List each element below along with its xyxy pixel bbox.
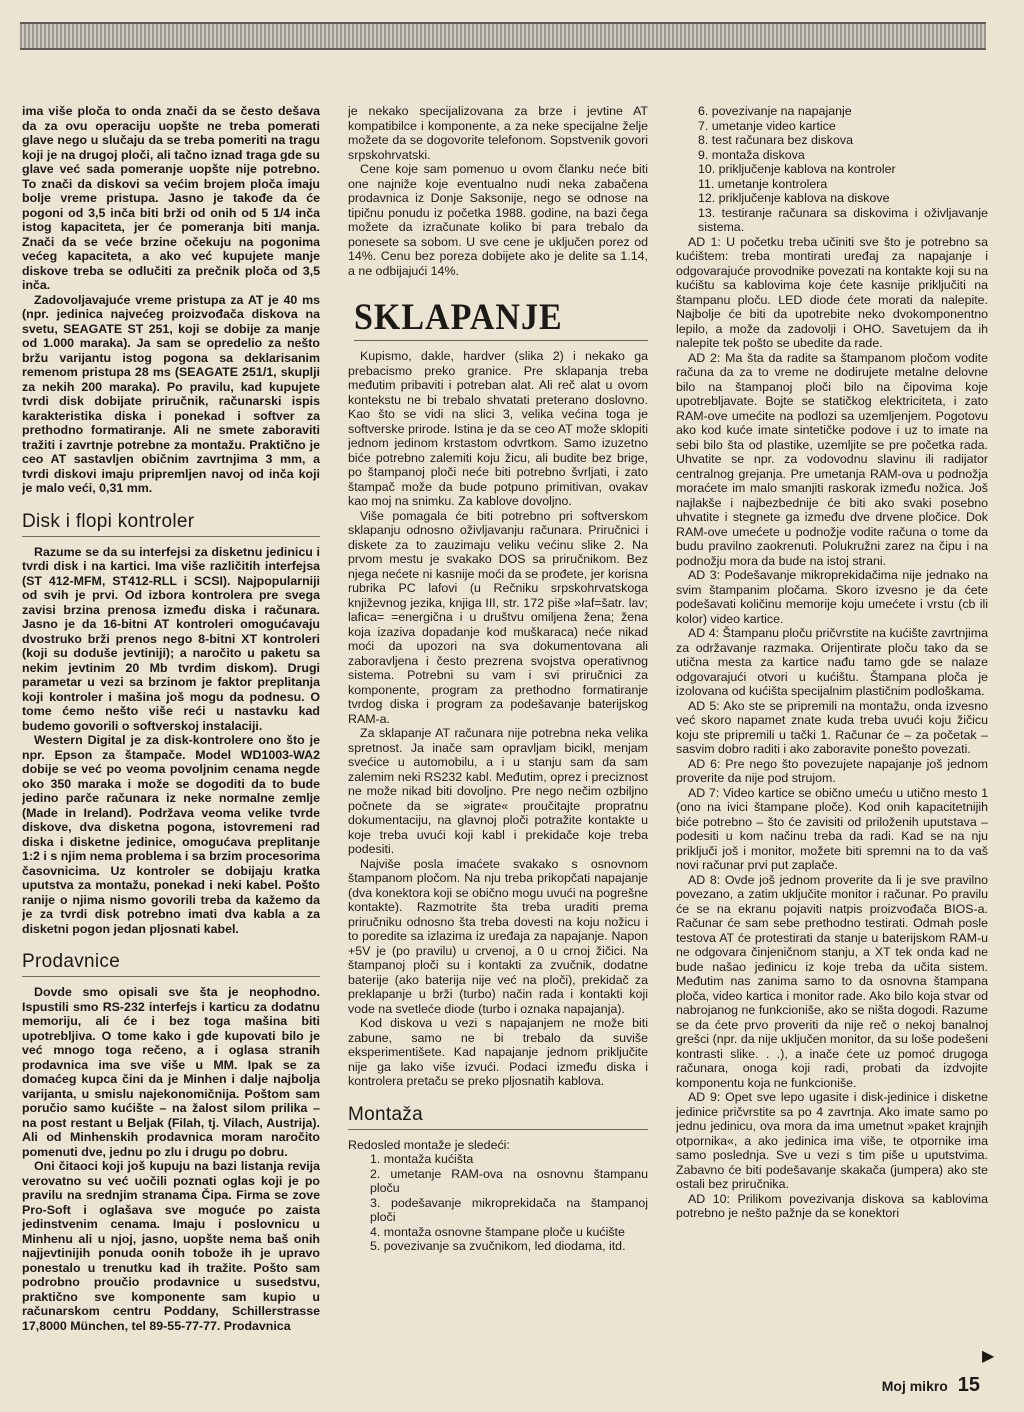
list-intro: Redosled montaže je sledeći: [348,1137,510,1152]
paragraph: AD 7: Video kartice se obično umeću u utično mesto 1 (ono na ivici štampane ploče). Kod onih kapacitetnijih biće potrebno – što će zavisiti od priloženih uputstava – podesiti u kom načinu treba da radi. Kad se na nju priključi još i monitor, možete biti spremni na to da vaš novi računar prvi put zaplače. [676,785,988,872]
paragraph: Kod diskova u vezi s napajanjem ne može biti zabune, samo ne bi trebalo da suviše eksperimentišete. Kad napajanje jednom priključite nije ga lako više izvući. Podaci između diska i kontrolera pretaču se preko pljosnatih kablova. [348,1016,648,1088]
top-decorative-rule [20,22,986,50]
list-item: 1. montaža kućišta [370,1152,474,1166]
column-3 [676,104,988,1364]
paragraph: Cene koje sam pomenuo u ovom članku neće biti one najniže koje eventualno nudi neka zabačena prodavnica iz Donje Saksonije, nego se odnose na tipičnu ponudu iz početka 1988. godine, na bazi čega možete da izračunate koliko bi para trebalo da ponesete sa sobom. U sve cene je uključen porez od 14%. Cenu bez poreza dobijete ako je delite sa 1.14, a ne odbijajući 14%. [348,162,648,278]
page-number: 15 [957,1374,980,1396]
paragraph: AD 3: Podešavanje mikroprekidačima nije jednako na svim štampanim pločama. Skoro izvesno je da ćete podešavati količinu memorije koju umećete i vrstu (cb ili kolor) video kartice. [676,568,988,626]
section-heading-montaza: Montaža [348,1103,648,1130]
list-item: 4. montaža osnovne štampane ploče u kućište [370,1224,625,1239]
paragraph: je nekako specijalizovana za brze i jevtine AT kompatibilce i komponente, a za neke specijalne želje možete da se dogovorite telefonom. Sopstvenik govori srpskohrvatski. [348,104,648,162]
paragraph: Najviše posla imaćete svakako s osnovnom štampanom pločom. Na nju treba prikopčati napajanje (dva konektora koji se obično mogu uvući na pogrešne kontakte). Razmotrite šta treba uraditi prema priručniku odnosno šta treba dovesti na koju nožicu i to poredite sa izlazima iz uređaja za napajanje. Napon +5V je (po pravilu) u crvenoj, a 0 u crnoj žičici. Na štampanoj ploči su i kontakti za zvučnik, dodatne baterije (ako baterija nije već na ploči), prekidač za preklapanje u brži (turbo) način rada i kontakti koji vode na svetleće diode (turbo i oznaka napajanja). [348,856,648,1016]
assembly-list [348,1138,648,1254]
list-item: 10. priključenje kablova na kontroler [698,162,896,176]
paragraph: AD 2: Ma šta da radite sa štampanom pločom vodite računa da za to vreme ne dodirujete metalne delovne bilo na štampanoj ploči bilo na čipovima koje upotrebljavate. Bojte se statičkog elektriciteta, i zato RAM-ove umećite na podlozi sa uzemljenjem. Pogotovu ako kod kuće imate sintetičke podove i uz to imate na sebi bilo šta od plastike, uzemljite se pre početka rada. Uhvatite se npr. za vodovodnu slavinu ili radijator centralnog grejanja. Pre umetanja RAM-ova u podnožja moraćete im malo smanjiti raskorak između nožica. Još najlakše i najbezbednije će biti ako svaki posebno uhvatite i stegnete ga između dve drvene pločice. Dok RAM-ove umećete u podnožje vodite računa o tome da budu pravilno zaokrenuti. Polukružni zarez na čipu i na podnožju mora da bude na istoj strani. [676,350,988,568]
magazine-name: Moj mikro [881,1378,948,1394]
paragraph: Za sklapanje AT računara nije potrebna neka velika spretnost. Ja inače sam opravljam bicikl, menjam svećice u automobilu, a i u stanju sam da sam zalemim neki RS232 kabl. Međutim, oprez i preciznost ne može nikad biti dovoljno. Pre nego nečim ozbiljno počnete da se »igrate« proučitajte propratnu dokumentaciju, na glavnoj ploči potražite kontakte u koje treba uvući koji kabl i prekidače koje treba podesiti. [348,726,648,856]
paragraph: AD 10: Prilikom povezivanja diskova sa kablovima potrebno je nešto pažnje da se konektori [676,1191,988,1220]
list-item: 11. umetanje kontrolera [698,176,828,191]
section-heading-sklapanje: SKLAPANJE [354,296,648,341]
assembly-list-continued [676,104,988,235]
paragraph: AD 9: Opet sve lepo ugasite i disk-jedinice i disketne jedinice pričvrstite sa po 4 zavrtnja. Ako imate samo po jednu jedinicu, ova mora da ima umetnut »paket krajnjih otpornika«, a ako jedinica ima više, te otpornike ima samo poslednja. Sve u vezi s tim piše u uputstvima. Zabavno će biti podešavanje skakača (jumpera) ako ste ostali bez priručnika. [676,1090,988,1191]
paragraph: AD 6: Pre nego što povezujete napajanje još jednom proverite da nije pod strujom. [676,756,988,785]
list-item: 13. testiranje računara sa diskovima i oživljavanje sistema. [698,205,988,234]
column-1 [22,104,320,1364]
column-2 [348,104,648,1364]
paragraph: Razume se da su interfejsi za disketnu jedinicu i tvrdi disk i na kartici. Ima više različitih interfejsa (ST 412-MFM, ST412-RLL i SCSI). Najpopularniji od svih je prvi. Od izbora kontrolera pre svega zavisi brzina prenosa između diska i računara. Jasno je da 16-bitni AT kontroleri omogućavaju dvostruko brži prenos nego 8-bitni XT kontroleri (koji su doduše jevtiniji); a naročito u paketu sa nekim jevtinim 20 Mb tvrdim diskom). Drugi parametar u vezi sa brzinom je faktor preplitanja koji kontroler i mašina još mogu da podnesu. O tome ćemo nešto više reći u nastavku kad budemo govorili o softverskoj instalaciji. [22,544,320,733]
paragraph: Western Digital je za disk-kontrolere ono što je npr. Epson za štampače. Model WD1003-WA2 dobije se već po veoma povoljnim cenama negde oko 350 maraka i može se dogoditi da to bude jedino parče računara iz neke normalne zemlje (Made in Ireland). Podržava veoma velike tvrde diskove, dva disketna pogona, istovremeni rad diska i disketne jedinice, omogućava preplitanje 1:2 i s njim nema problema i sa brzim procesorima časovnicima. Uz kontroler se dobijaju kratka uputstva za montažu, ponekad i neki kabel. Pošto ranije o njima nismo govorili treba da kažemo da je za tvrdi disk potrebno imati dva kabla a za disketni pogon jedan pljosnati kabel. [22,733,320,936]
paragraph: AD 4: Štampanu ploču pričvrstite na kućište zavrtnjima za održavanje razmaka. Orijentirate ploču tako da se utična mesta za kartice nađu tamo gde se nalaze odgovarajući otvori u kućištu. Štampana ploča je izolovana od kućišta specijalnim plastičnim podloškama. [676,626,988,698]
paragraph: AD 8: Ovde još jednom proverite da li je sve pravilno povezano, a zatim uključite monitor i računar. Po pravilu će se na ekranu pojaviti natpis proizvođača BIOS-a. Računar će sam sebe prethodno testirati. Odmah posle testova AT će protestirati da stanje u baterijskom RAM-u ne odgovara činjeničnom stanju, a XT tek onda kad ne bude našao jedinicu iz koje treba da učita sistem. Međutim nas zanima samo to da osnovna štampana ploča, video kartica i monitor rade. Ako bilo koja stvar od nabrojanog ne funkcioniše, ako se ništa dogodi. Razume se da ćete prvo proveriti da nije reč o nekoj banalnoj grešci (npr. da nije uključen monitor, da su loše podešeni kontrasti slike. . .), a inače ćete uz pomoć drugoga računara, onoga koji radi, probati da izdvojite komponentu koja ne funkcioniše. [676,872,988,1090]
list-item: 3. podešavanje mikroprekidača na štampanoj ploči [370,1195,648,1224]
list-item: 2. umetanje RAM-ova na osnovnu štampanu ploču [370,1166,648,1195]
paragraph: Oni čitaoci koji još kupuju na bazi listanja revija verovatno su već uočili poznati oglas koji je po pravilu na srednjim stranama Čipa. Firma se zove Pro-Soft i oglašava sve moguće po zaista jedinstvenim cenama. Imaju i poslovnicu u Minhenu ali u njoj, jasno, uopšte nema baš onih najjevtinijih ponuda oonih tobože ih je upravo ponestalo u trenutku kad ih tražite. Pošto sam podrobno proučio prodavnice u susedstvu, praktično sve komponente sam kupio u računarskom centru Poddany, Schillerstrasse 17,8000 München, tel 89-55-77-77. Prodavnica [22,1159,320,1333]
continue-arrow-icon: ▶ [982,1348,995,1365]
paragraph: AD 5: Ako ste se pripremili na montažu, onda izvesno već skoro napamet znate kuda treba uvući koju žičicu koju ste pripremili u tački 1. Računar će – za početak – sasvim dobro raditi i ako zaboravite ponešto povezati. [676,698,988,756]
paragraph: ima više ploča to onda znači da se često dešava da za ovu operaciju uopšte ne treba pomerati glave nego u slučaju da se treba pomeriti na tragu koji je na drugoj ploči, ali tačno iznad traga gde su glave već sada pomeranje uopšte nije potrebno. To znači da diskovi sa većim brojem ploča imaju bolje vreme pristupa. Jasno je takođe da će pogoni od 3,5 inča biti brži od onih od 5 1/4 inča istog kapaciteta, jer će pomeranja biti manja. Znači da se veće brzine očekuju na pogonima većeg kapaciteta, a ako već kupujete manje diskove treba se odlučiti za prečnik ploča od 3,5 inča. [22,104,320,292]
list-item: 12. priključenje kablova na diskove [698,191,890,205]
list-item: 6. povezivanje na napajanje [698,104,852,118]
paragraph: AD 1: U početku treba učiniti sve što je potrebno sa kućištem: treba montirati uređaj za napajanje i odgovarajuće provodnike povezati na kontakte koji su na kućištu sa kablovima koje ćete kasnije priključiti na štampanu ploču. LED diode ćete morati da nalepite. Najbolje će biti da upotrebite neko dvokomponentno lepilo, a može da zadovolji i OHO. Savetujem da ih nalepite tek pošto se ubedite da rade. [676,234,988,350]
list-item: 7. umetanje video kartice [698,118,836,133]
paragraph: Kupismo, dakle, hardver (slika 2) i nekako ga prebacismo preko granice. Pre sklapanja treba međutim pribaviti i potreban alat. Ali reč alat u ovom kontekstu ne bi trebalo shvatati preterano doslovno. Kao što se vidi na slici 3, velika većina toga je softverske prirode. Istina je da se ceo AT može sklopiti jednom jedinom krstastom odvrtkom. Samo izuzetno biće potrebno zalemiti koju žicu, ali budite bez brige, po štampanoj ploči neće biti potrebno švrljati, i zato štampač može da bude potpuno primitivan, ovakav kao moj na snimku. Za kablove dovoljno. [348,349,648,508]
page-footer [882,1374,980,1397]
section-heading-prodavnice: Prodavnice [22,950,320,977]
list-item: 8. test računara bez diskova [698,133,853,147]
paragraph: Više pomagala će biti potrebno pri softverskom sklapanju odnosno oživljavanju računara. Priručnici i diskete za to zauzimaju veliku većinu slike 2. Na prvom mestu je svakako DOS sa priručnikom. Bez njega nećete ni kasnije moći da se prođete, jer korisna rubrika PC lafovi (u Rečniku srpskohrvatskoga književnog jezika, knjiga III, str. 172 piše »laf=šatr. lav; lafica= =energična i u društvu omiljena žena; žena koja izaziva dopadanje kod muškaraca) neće nikad moći da upozori na sva dokumentovana ali zaboravljena i često prezrena svojstva operativnog sistema. Potrebni su vam i svi priručnici za komponente, program za prethodno formatiranje tvrdog diska i program za podešavanje baterijskog RAM-a. [348,508,648,726]
paragraph: Zadovoljavajuće vreme pristupa za AT je 40 ms (npr. jedinica najvećeg proizvođača diskova na svetu, SEAGATE ST 251, koji se dobije za manje od 1.000 maraka). Ja sam se opredelio za nešto bržu varijantu istog pogona sa deklarisanim remenom pristupa 28 ms (SEAGATE 251/1, skuplji za nekih 200 maraka). Po pravilu, kad kupujete tvrdi disk dobijate priručnik, računarski ispis karakteristika diska i ponekad i softver za prethodno formatiranje. Ali ne smete zaboraviti tražiti i zavrtnje potrebne za montažu. Praktično je ceo AT sastavljen običnim zavrtnjima 3 mm, a tvrdi diskovi imaju pripremljen navoj od inča koji je malo veći, 0,31 mm. [22,292,320,495]
section-heading-disk-flopi: Disk i flopi kontroler [22,510,320,537]
paragraph: Dovde smo opisali sve šta je neophodno. Ispustili smo RS-232 interfejs i karticu za dodatnu memoriju, ali će i bez toga mašina biti upotrebljiva. O tome kako i gde kupovati bilo je već mnogo toga rečeno, a i oglasa stranih prodavnica ima sve više u MM. Ipak se za domaćeg kupca čini da je Minhen i dalje najbolja varijanta, u smislu najekonomičnija. Poštom sam poručio samo kućište – na žalost silom prilika – na post restant u Beljak (Filah, tj. Vilach, Austrija). Ali od Minhenskih prodavnica moram naročito pomenuti dve, jednu po zlu i drugu po dobru. [22,985,320,1159]
list-item: 5. povezivanje sa zvučnikom, led diodama, itd. [370,1239,626,1253]
list-item: 9. montaža diskova [698,147,805,162]
